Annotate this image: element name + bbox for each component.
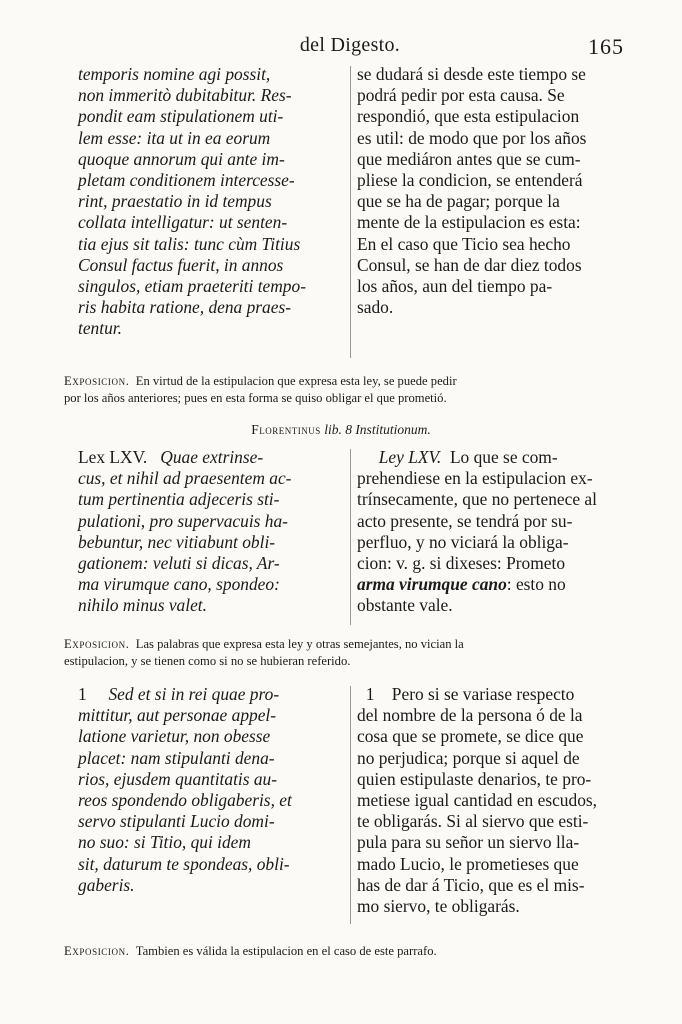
latin-line: latione varietur, non obesse [78, 726, 271, 747]
spanish-column-1 [357, 64, 619, 318]
exposicion-line [64, 943, 620, 960]
spanish-line: trínsecamente, que no pertenece al [357, 489, 597, 510]
quoted-verse: arma virumque cano [357, 574, 507, 595]
latin-column-3 [78, 684, 346, 896]
exposicion-line [64, 373, 620, 390]
exposicion-text: Las palabras que expresa esta ley y otras semejantes, no vician la [135, 637, 464, 651]
spanish-line: cosa que se promete, se dice que [357, 726, 584, 747]
latin-line: rios, ejusdem quantitatis au- [78, 768, 278, 789]
running-title: del Digesto. [299, 34, 401, 56]
exposicion-note-3 [64, 943, 620, 960]
spanish-line: obstante vale. [357, 595, 453, 616]
latin-line-text: Sed et si in rei quae pro- [108, 684, 280, 704]
spanish-line: acto presente, se tendrá por su- [357, 510, 573, 531]
latin-line: non immeritò dubitabitur. Res- [78, 85, 292, 106]
latin-line: ma virumque cano, spondeo: [78, 574, 280, 595]
spanish-line-text: Lo que se com- [449, 447, 558, 467]
spanish-line: que se ha de pagar; porque la [357, 191, 560, 212]
latin-line: pulationi, pro supervacuis ha- [78, 510, 288, 531]
spanish-line-text: : esto no [506, 574, 566, 595]
spanish-line: mo siervo, te obligarás. [357, 896, 520, 917]
spanish-line: pula para su señor un siervo lla- [357, 832, 580, 853]
exposicion-line [64, 636, 620, 653]
latin-line: Consul factus fuerit, in annos [78, 254, 284, 275]
law-heading-latin: Lex LXV. [78, 447, 148, 467]
spanish-line: metiese igual cantidad en escudos, [357, 790, 598, 811]
latin-line: tum pertinentia adjeceris sti- [78, 489, 280, 510]
paragraph-number: 1 [78, 684, 87, 704]
exposicion-text: En virtud de la estipulacion que expresa esta ley, se puede pedir [135, 374, 457, 388]
latin-line [78, 447, 346, 468]
spanish-line: cion: v. g. si dixeses: Prometo [357, 553, 566, 574]
spanish-line: has de dar á Ticio, que es el mis- [357, 874, 585, 895]
exposicion-note-1 [64, 373, 620, 407]
spanish-line: prehendiese en la estipulacion ex- [357, 468, 593, 489]
spanish-line: te obligarás. Si al siervo que esti- [357, 811, 589, 832]
latin-line: gaberis. [78, 874, 135, 895]
spanish-line: En el caso que Ticio sea hecho [357, 233, 571, 254]
spanish-line: sado. [357, 297, 394, 318]
spanish-line: es util: de modo que por los años [357, 127, 587, 148]
latin-line-text: Quae extrinse- [160, 447, 264, 467]
page-number: 165 [588, 34, 624, 59]
spanish-column-3 [357, 684, 619, 917]
spanish-line [357, 684, 619, 705]
latin-line: placet: nam stipulanti dena- [78, 747, 275, 768]
spanish-line: podrá pedir por esta causa. Se [357, 85, 565, 106]
spanish-line [357, 447, 619, 468]
running-head [70, 34, 630, 62]
exposicion-label: Exposicion. [64, 374, 130, 388]
latin-line: pondit eam stipulationem uti- [78, 106, 284, 127]
spanish-line: Consul, se han de dar diez todos [357, 254, 582, 275]
latin-line: ris habita ratione, dena praes- [78, 297, 292, 318]
latin-line: pletam conditionem intercesse- [78, 170, 295, 191]
latin-line: cus, et nihil ad praesentem ac- [78, 468, 292, 489]
latin-line: gationem: veluti si dicas, Ar- [78, 553, 280, 574]
spanish-line: pliese la condicion, se entenderá [357, 170, 583, 191]
latin-column-2 [78, 447, 346, 617]
latin-line: nihilo minus valet. [78, 595, 207, 616]
exposicion-line: por los años anteriores; pues en esta forma se quiso obligar el que prometió. [64, 391, 447, 405]
latin-line: reos spondendo obligaberis, et [78, 790, 292, 811]
jurist-name: Florentinus [251, 422, 321, 437]
spanish-line: se dudará si desde este tiempo se [357, 64, 586, 84]
spanish-column-2 [357, 447, 619, 617]
latin-line: quoque annorum qui ante im- [78, 148, 285, 169]
latin-line: bebuntur, nec vitiabunt obli- [78, 531, 276, 552]
latin-line: tia ejus sit talis: tunc cùm Titius [78, 233, 301, 254]
spanish-line: los años, aun del tiempo pa- [357, 276, 553, 297]
spanish-line [357, 574, 619, 595]
column-divider [350, 686, 351, 924]
paragraph-number: 1 [365, 684, 375, 704]
spanish-line-text: Pero si se variase respecto [391, 684, 575, 704]
exposicion-note-2 [64, 636, 620, 670]
exposicion-line: estipulacion, y se tienen como si no se hubieran referido. [64, 654, 351, 668]
spanish-line: respondió, que esta estipulacion [357, 106, 580, 127]
latin-line: temporis nomine agi possit, [78, 64, 271, 84]
latin-line: sit, daturum te spondeas, obli- [78, 853, 290, 874]
spanish-line: mente de la estipulacion es esta: [357, 212, 581, 233]
latin-line: no suo: si Titio, qui idem [78, 832, 251, 853]
exposicion-label: Exposicion. [64, 637, 130, 651]
spanish-line: que mediáron antes que se cum- [357, 148, 581, 169]
jurist-attribution [0, 422, 682, 438]
spanish-line: perfluo, y no viciará la obliga- [357, 531, 569, 552]
spanish-line: del nombre de la persona ó de la [357, 705, 583, 726]
latin-line: singulos, etiam praeteriti tempo- [78, 276, 306, 297]
column-divider [350, 66, 351, 358]
latin-line: lem esse: ita ut in ea eorum [78, 127, 271, 148]
latin-line: rint, praestatio in id tempus [78, 191, 272, 212]
spanish-line: no perjudica; porque si aquel de [357, 747, 580, 768]
latin-column-1 [78, 64, 346, 340]
latin-line: mittitur, aut personae appel- [78, 705, 277, 726]
spanish-line: mado Lucio, le prometieses que [357, 853, 579, 874]
spanish-line: quien estipulaste denarios, te pro- [357, 768, 592, 789]
exposicion-text: Tambien es válida la estipulacion en el caso de este parrafo. [135, 944, 437, 958]
latin-line: servo stipulanti Lucio domi- [78, 811, 275, 832]
latin-line: collata intelligatur: ut senten- [78, 212, 288, 233]
column-divider [350, 449, 351, 625]
latin-line: tentur. [78, 318, 122, 339]
jurist-work: lib. 8 Institutionum. [324, 422, 431, 437]
latin-line [78, 684, 346, 705]
law-heading-spanish: Ley LXV. [378, 447, 442, 467]
exposicion-label: Exposicion. [64, 944, 130, 958]
